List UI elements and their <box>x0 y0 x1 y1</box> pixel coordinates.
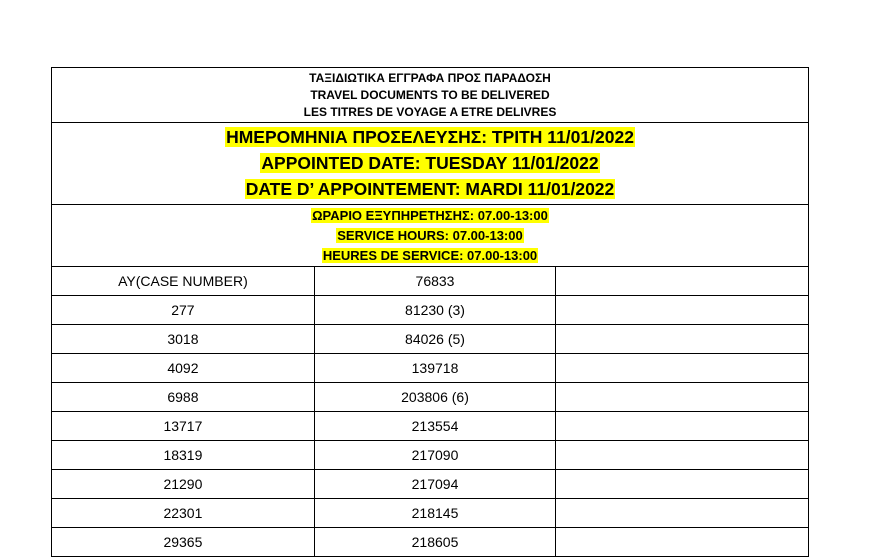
table-cell: 13717 <box>52 412 314 441</box>
table-row <box>52 412 808 441</box>
document-sheet <box>51 67 809 557</box>
date-line-french: DATE D’ APPOINTEMENT: MARDI 11/01/2022 <box>245 179 615 199</box>
table-cell: 203806 (6) <box>314 383 555 412</box>
table-cell: 217090 <box>314 441 555 470</box>
date-line-english: APPOINTED DATE: TUESDAY 11/01/2022 <box>261 153 599 173</box>
table-row <box>52 383 808 412</box>
table-row <box>52 296 808 325</box>
table-cell <box>556 354 808 383</box>
table-row <box>52 354 808 383</box>
case-number-table <box>52 267 808 557</box>
table-row <box>52 528 808 557</box>
case-number-rows <box>52 267 808 557</box>
table-cell <box>556 325 808 354</box>
table-cell: 21290 <box>52 470 314 499</box>
hours-line-french: HEURES DE SERVICE: 07.00-13:00 <box>322 248 538 263</box>
table-cell <box>556 296 808 325</box>
hours-line-greek: ΩΡΑΡΙΟ ΕΞΥΠΗΡΕΤΗΣΗΣ: 07.00-13:00 <box>312 208 548 223</box>
table-cell: 6988 <box>52 383 314 412</box>
table-cell: 76833 <box>314 267 555 296</box>
table-cell <box>556 267 808 296</box>
title-line-english: TRAVEL DOCUMENTS TO BE DELIVERED <box>310 88 550 102</box>
table-cell: 84026 (5) <box>314 325 555 354</box>
table-cell <box>556 441 808 470</box>
table-cell <box>556 412 808 441</box>
table-header-row <box>52 267 808 296</box>
service-hours-block <box>52 205 808 267</box>
table-cell <box>556 499 808 528</box>
title-block <box>52 68 808 123</box>
table-cell <box>556 470 808 499</box>
date-line-greek: ΗΜΕΡΟΜΗΝΙΑ ΠΡΟΣΕΛΕΥΣΗΣ: ΤΡΙΤΗ 11/01/2022 <box>226 127 634 147</box>
table-cell: AY(CASE NUMBER) <box>52 267 314 296</box>
table-row <box>52 325 808 354</box>
table-cell: 4092 <box>52 354 314 383</box>
table-cell: 213554 <box>314 412 555 441</box>
hours-line-english: SERVICE HOURS: 07.00-13:00 <box>337 228 523 243</box>
table-cell: 22301 <box>52 499 314 528</box>
title-line-greek: ΤΑΞΙΔΙΩΤΙΚΑ ΕΓΓΡΑΦΑ ΠΡΟΣ ΠΑΡΑΔΟΣΗ <box>309 71 551 85</box>
table-cell <box>556 528 808 557</box>
table-cell: 29365 <box>52 528 314 557</box>
table-cell: 81230 (3) <box>314 296 555 325</box>
title-line-french: LES TITRES DE VOYAGE A ETRE DELIVRES <box>303 105 557 119</box>
table-row <box>52 470 808 499</box>
appointment-date-block <box>52 123 808 205</box>
table-cell: 277 <box>52 296 314 325</box>
table-cell <box>556 383 808 412</box>
table-row <box>52 441 808 470</box>
table-cell: 139718 <box>314 354 555 383</box>
table-cell: 3018 <box>52 325 314 354</box>
table-cell: 218605 <box>314 528 555 557</box>
table-cell: 217094 <box>314 470 555 499</box>
table-row <box>52 499 808 528</box>
table-cell: 218145 <box>314 499 555 528</box>
table-cell: 18319 <box>52 441 314 470</box>
